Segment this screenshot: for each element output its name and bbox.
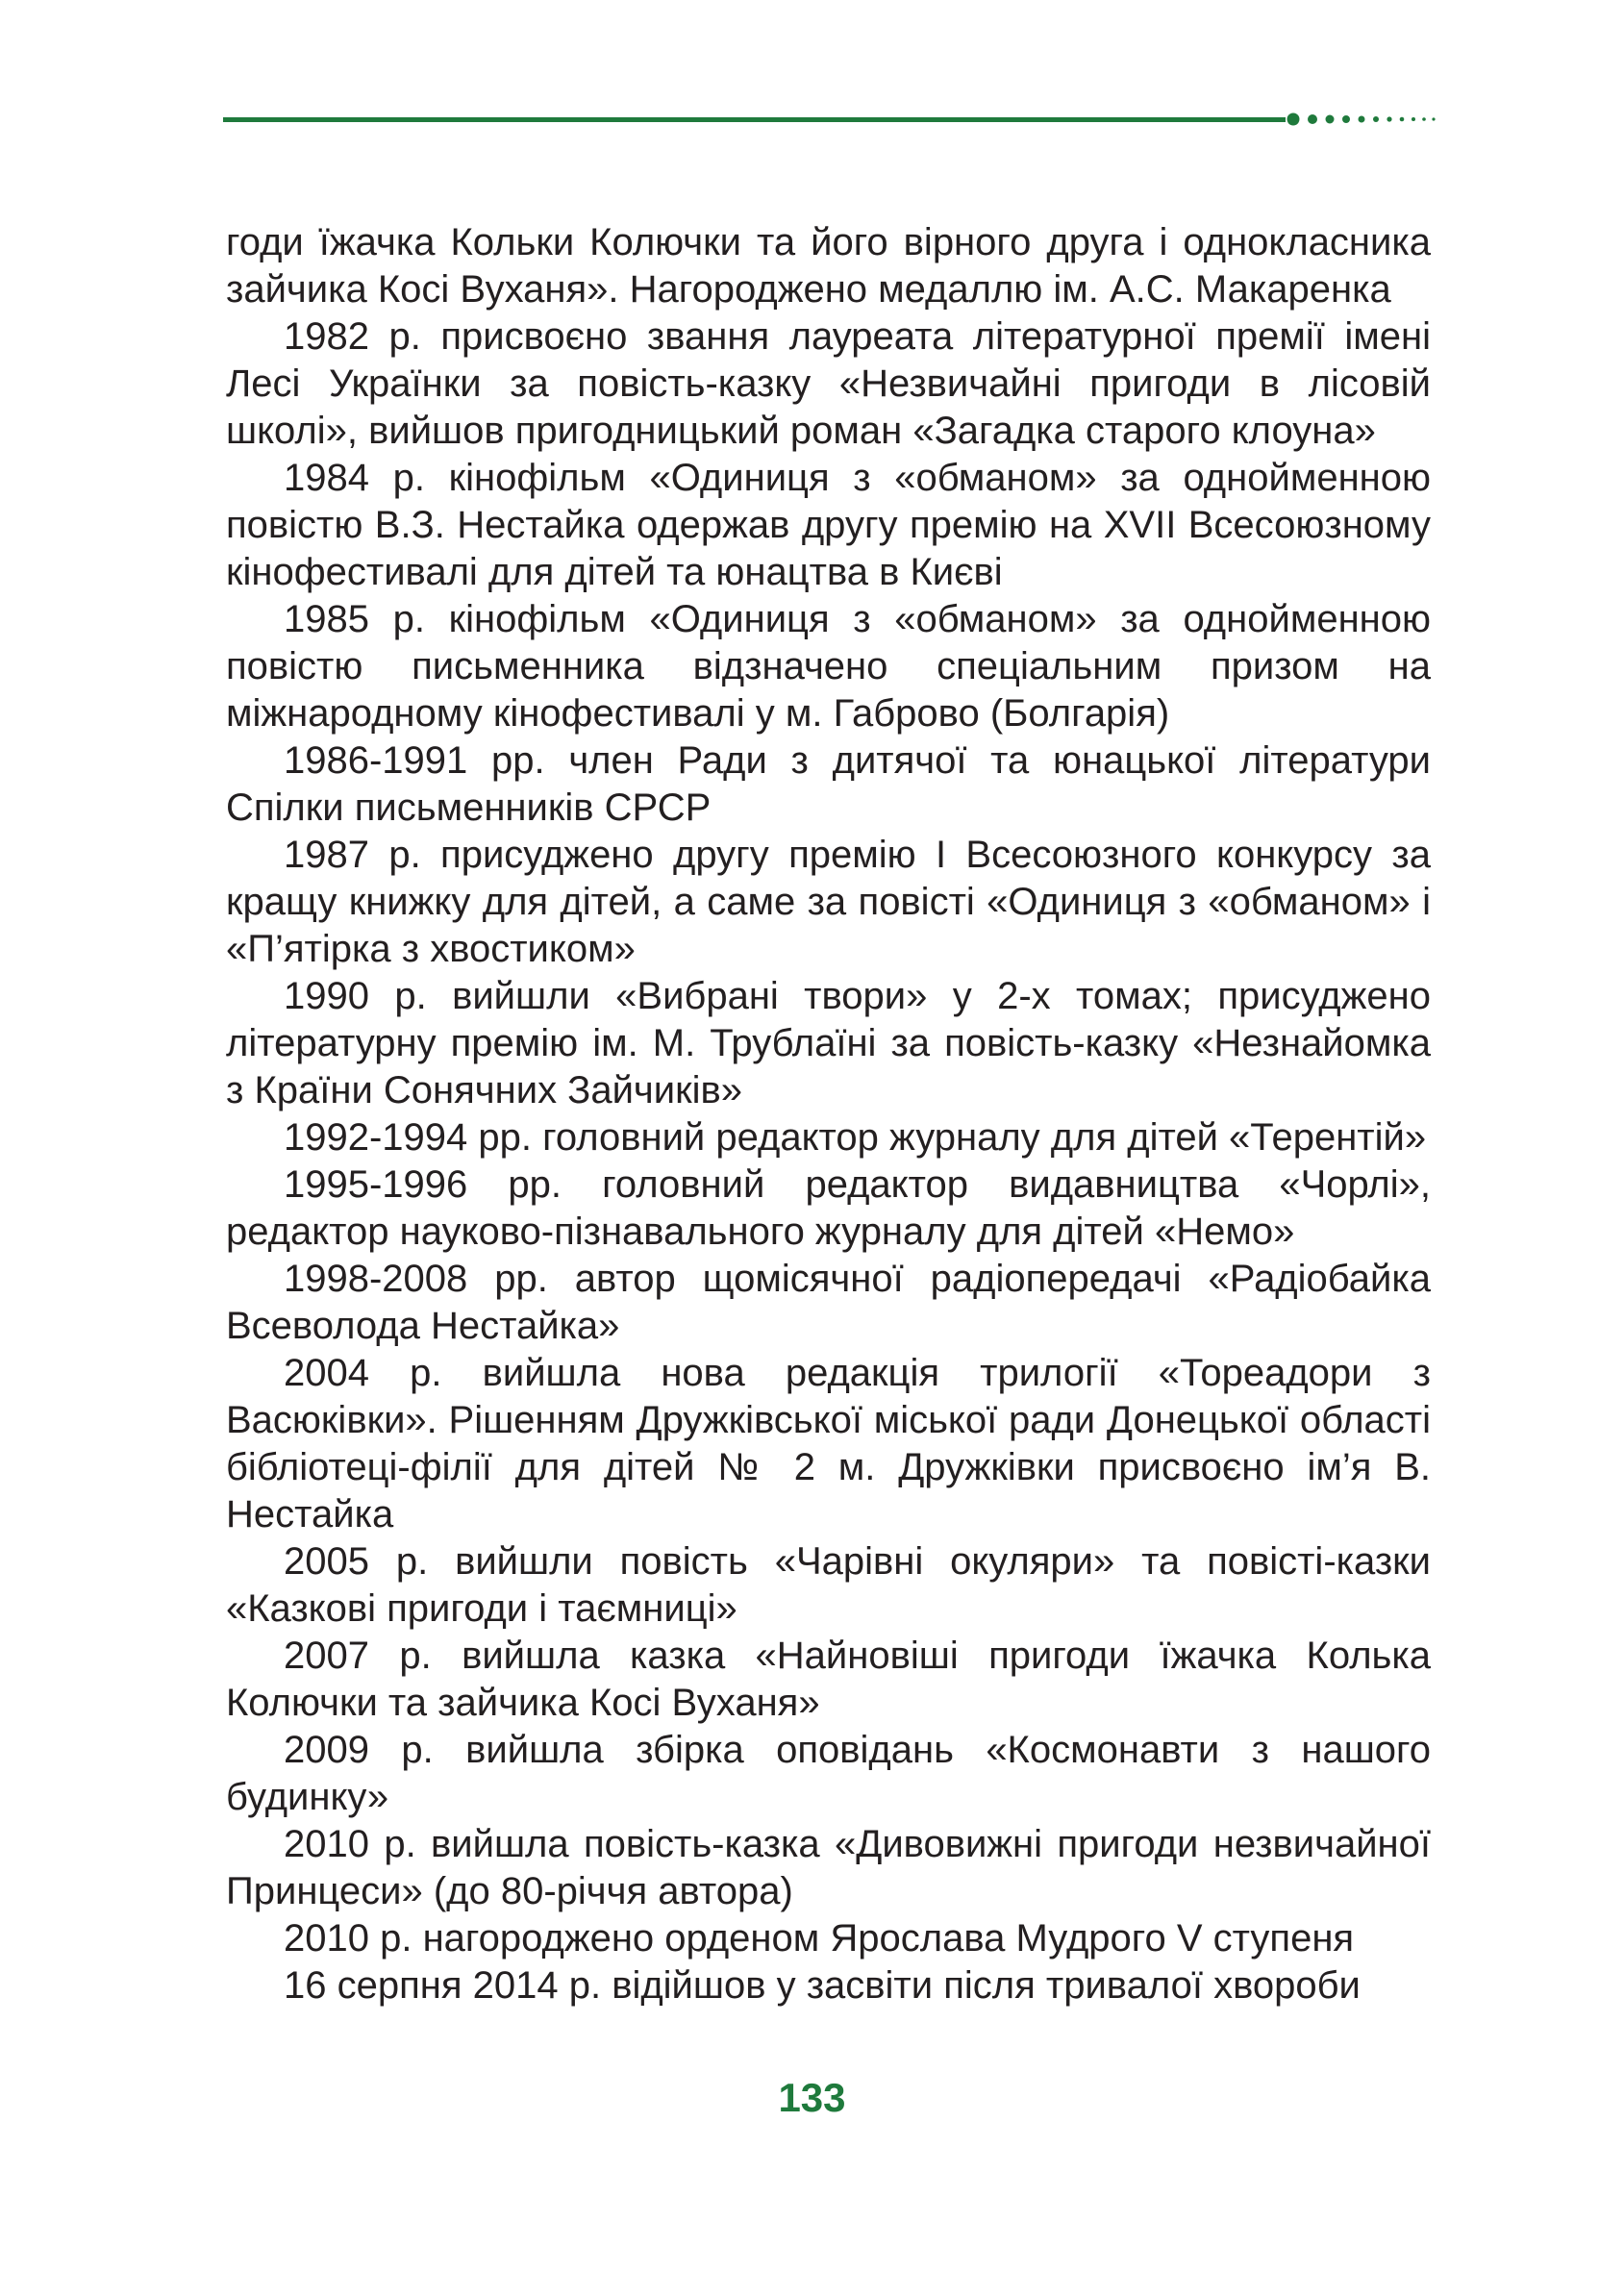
header-dots-ornament — [1287, 112, 1440, 127]
page-number: 133 — [778, 2075, 846, 2120]
chronology-entry: 1985 р. кінофільм «Одиниця з «обманом» за однойменною повістю письменника відзначено спеціальним призом на міжнародному кінофестивалі у м. Габрово (Болгарія) — [226, 598, 1431, 735]
chronology-entry: 2007 р. вийшла казка «Найновіші пригоди їжачка Колька Колючки та зайчика Косі Вуханя» — [226, 1635, 1431, 1724]
chronology-entry: 1995-1996 рр. головний редактор видавництва «Чорлі», редактор науково-пізнавального журналу для дітей «Немо» — [226, 1163, 1431, 1253]
chronology-entry: 1982 р. присвоєно звання лауреата літературної премії імені Лесі Українки за повість-казку «Незвичайні пригоди в лісовій школі», вийшов пригодницький роман «Загадка старого клоуна» — [226, 315, 1431, 452]
chronology-entry: 1990 р. вийшли «Вибрані твори» у 2-х томах; присуджено літературну премію ім. М. Трублаїні за повість-казку «Незнайомка з Країни Сонячних Зайчиків» — [226, 975, 1431, 1111]
chronology-text — [226, 219, 1431, 2010]
chronology-entry: 1986-1991 рр. член Ради з дитячої та юнацької літератури Спілки письменників СРСР — [226, 739, 1431, 829]
chronology-entry: 16 серпня 2014 р. відійшов у засвіти після тривалої хвороби — [284, 1964, 1361, 2007]
chronology-entry: 1992-1994 рр. головний редактор журналу для дітей «Терентій» — [284, 1116, 1427, 1159]
chronology-entry: 2010 р. вийшла повість-казка «Дивовижні пригоди незвичайної Принцеси» (до 80-річчя автора) — [226, 1823, 1431, 1912]
chronology-entry: 2009 р. вийшла збірка оповідань «Космонавти з нашого будинку» — [226, 1729, 1431, 1818]
chronology-entry: 2010 р. нагороджено орденом Ярослава Мудрого V ступеня — [284, 1917, 1355, 1960]
chronology-entry: 2004 р. вийшла нова редакція трилогії «Тореадори з Васюківки». Рішенням Дружківської міської ради Донецької області бібліотеці-філії для дітей № 2 м. Дружківки присвоєно ім’я В. Нестайка — [226, 1352, 1431, 1535]
chronology-entry: 1998-2008 рр. автор щомісячної радіопередачі «Радіобайка Всеволода Нестайка» — [226, 1258, 1431, 1347]
header-rule — [223, 117, 1286, 122]
chronology-entry: годи їжачка Кольки Колючки та його вірного друга і однокласника зайчика Косі Вуханя». Нагороджено медаллю ім. А.С. Макаренка — [226, 221, 1431, 311]
chronology-entry: 1984 р. кінофільм «Одиниця з «обманом» за однойменною повістю В.З. Нестайка одержав другу премію на XVII Всесоюзному кінофестивалі для дітей та юнацтва в Києві — [226, 457, 1431, 593]
chronology-entry: 1987 р. присуджено другу премію І Всесоюзного конкурсу за кращу книжку для дітей, а саме за повісті «Одиниця з «обманом» і «П’ятірка з хвостиком» — [226, 834, 1431, 970]
chronology-entry: 2005 р. вийшли повість «Чарівні окуляри» та повісті-казки «Казкові пригоди і таємниці» — [226, 1540, 1431, 1630]
